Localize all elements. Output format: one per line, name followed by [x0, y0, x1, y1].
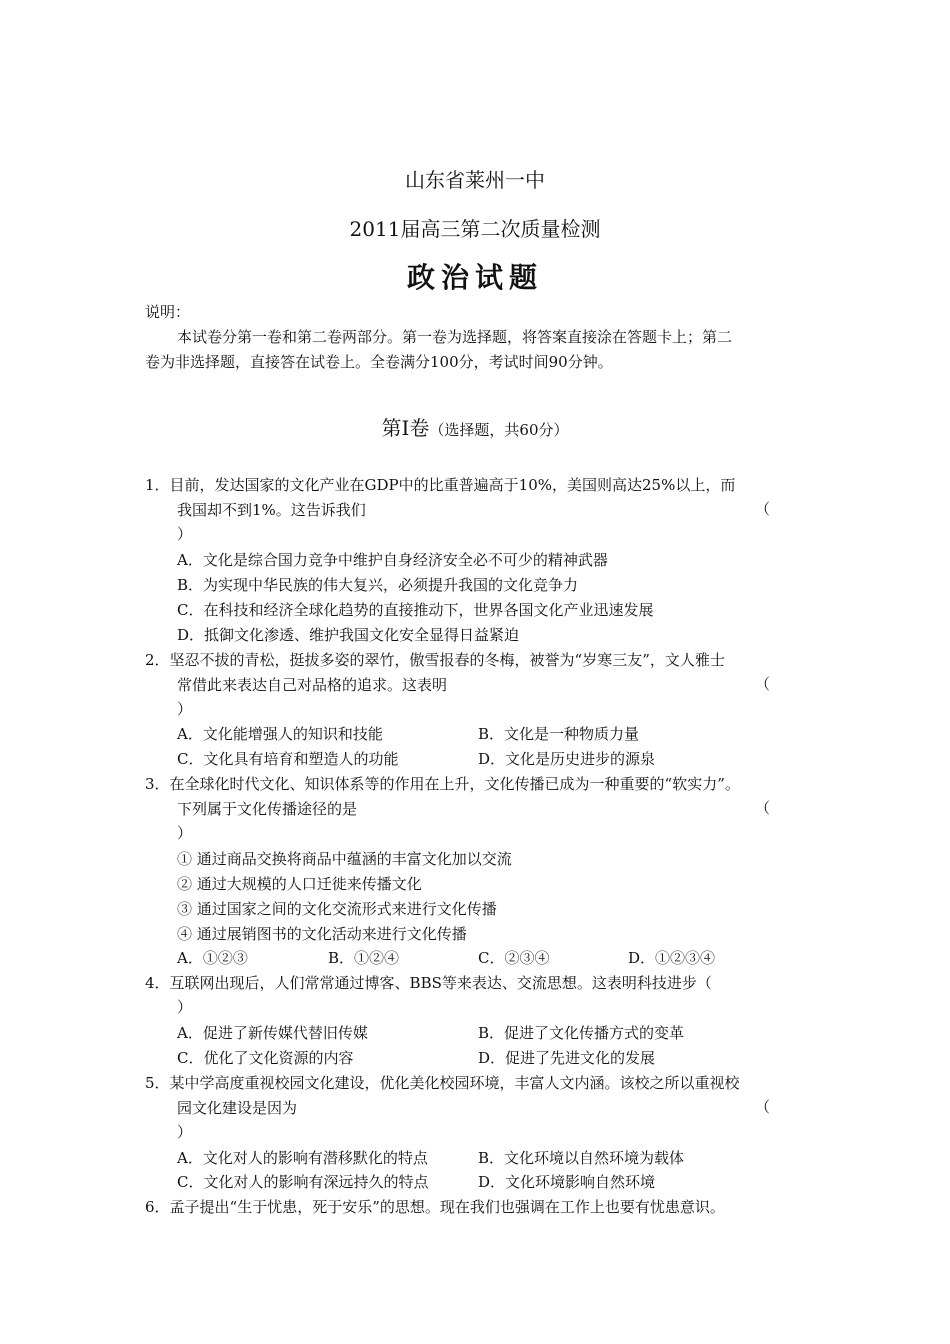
notes-line-2: 卷为非选择题，直接答在试卷上。全卷满分100分，考试时间90分钟。: [145, 353, 613, 371]
q3-stem-line-2: 下列属于文化传播途径的是: [177, 800, 358, 818]
notes-label: 说明：: [145, 303, 191, 321]
q3-answer-paren-open: （: [755, 799, 771, 817]
exam-title: 2011届高三第二次质量检测: [349, 217, 601, 241]
notes-line-1: 本试卷分第一卷和第二卷两部分。第一卷为选择题，将答案直接涂在答题卡上；第二: [177, 328, 733, 346]
q4-option-c: C．优化了文化资源的内容: [177, 1049, 354, 1067]
q2-option-b: B．文化是一种物质力量: [478, 725, 640, 743]
school-name: 山东省莱州一中: [405, 168, 545, 192]
q5-option-c: C．文化对人的影响有深远持久的特点: [177, 1173, 429, 1191]
q3-option-a: A．①②③: [177, 949, 248, 967]
q5-option-d: D．文化环境影响自然环境: [478, 1173, 656, 1191]
q3-option-b: B．①②④: [328, 949, 400, 967]
q1-option-c: C．在科技和经济全球化趋势的直接推动下，世界各国文化产业迅速发展: [177, 601, 654, 619]
q3-item-4: ④ 通过展销图书的文化活动来进行文化传播: [177, 925, 467, 943]
q5-stem-line-1: 5．某中学高度重视校园文化建设，优化美化校园环境，丰富人文内涵。该校之所以重视校: [145, 1074, 740, 1092]
q2-answer-paren-open: （: [755, 675, 771, 693]
section-subtitle: （选择题，共60分）: [429, 421, 569, 439]
q2-option-d: D．文化是历史进步的源泉: [478, 750, 656, 768]
q2-answer-paren-close: ）: [177, 700, 193, 718]
q3-item-2: ② 通过大规模的人口迁徙来传播文化: [177, 875, 422, 893]
q3-item-3: ③ 通过国家之间的文化交流形式来进行文化传播: [177, 900, 497, 918]
q3-answer-paren-close: ）: [177, 824, 193, 842]
q4-option-a: A．促进了新传媒代替旧传媒: [177, 1024, 368, 1042]
q5-answer-paren-open: （: [755, 1098, 771, 1116]
q2-stem-line-1: 2．坚忍不拔的青松，挺拔多姿的翠竹，傲雪报春的冬梅，被誉为“岁寒三友”，文人雅士: [145, 651, 725, 669]
section-title: 第Ⅰ卷: [381, 416, 430, 440]
q3-item-1: ① 通过商品交换将商品中蕴涵的丰富文化加以交流: [177, 850, 512, 868]
q1-answer-paren-close: ）: [177, 525, 193, 543]
q1-answer-paren-open: （: [755, 500, 771, 518]
q5-stem-line-2: 园文化建设是因为: [177, 1099, 298, 1117]
q1-option-b: B．为实现中华民族的伟大复兴，必须提升我国的文化竞争力: [177, 576, 579, 594]
q4-answer-paren-close: ）: [177, 998, 193, 1016]
q2-option-a: A．文化能增强人的知识和技能: [177, 725, 383, 743]
q5-option-b: B．文化环境以自然环境为载体: [478, 1149, 685, 1167]
q2-option-c: C．文化具有培育和塑造人的功能: [177, 750, 399, 768]
q3-stem-line-1: 3．在全球化时代文化、知识体系等的作用在上升，文化传播已成为一种重要的“软实力”。: [145, 775, 740, 793]
q4-option-d: D．促进了先进文化的发展: [478, 1049, 656, 1067]
q6-stem-line-1: 6．孟子提出“生于忧患，死于安乐”的思想。现在我们也强调在工作上也要有忧患意识。: [145, 1198, 725, 1216]
q2-stem-line-2: 常借此来表达自己对品格的追求。这表明: [177, 676, 448, 694]
q4-stem-line-1: 4．互联网出现后，人们常常通过博客、BBS等来表达、交流思想。这表明科技进步（: [145, 974, 712, 992]
subject-title: 政治试题: [406, 261, 543, 294]
q4-option-b: B．促进了文化传播方式的变革: [478, 1024, 685, 1042]
q5-option-a: A．文化对人的影响有潜移默化的特点: [177, 1149, 428, 1167]
q5-answer-paren-close: ）: [177, 1123, 193, 1141]
q1-stem-line-1: 1．目前，发达国家的文化产业在GDP中的比重普遍高于10%，美国则高达25%以上，而: [145, 476, 736, 494]
q3-option-d: D．①②③④: [628, 949, 716, 967]
q1-stem-line-2: 我国却不到1%。这告诉我们: [177, 501, 366, 519]
q1-option-a: A．文化是综合国力竞争中维护自身经济安全必不可少的精神武器: [177, 551, 608, 569]
q3-option-c: C．②③④: [478, 949, 550, 967]
q1-option-d: D．抵御文化渗透、维护我国文化安全显得日益紧迫: [177, 626, 520, 644]
section-heading: [0, 412, 950, 441]
